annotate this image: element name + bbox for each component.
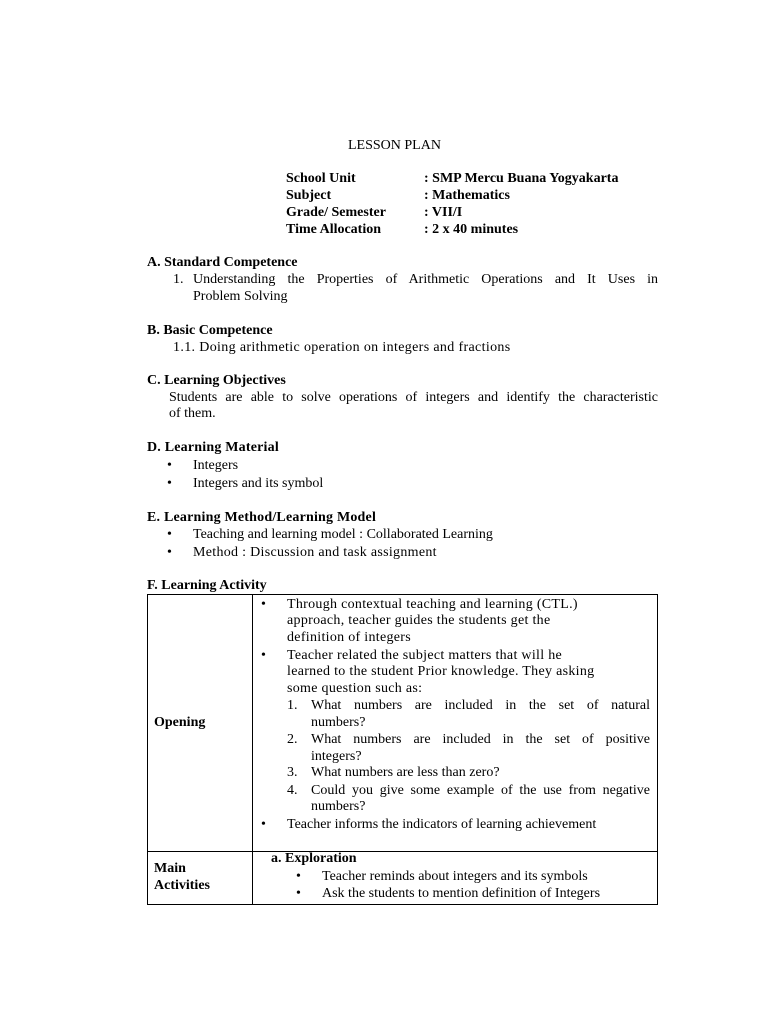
main-activities-label-line1: Main (154, 861, 186, 876)
section-a-heading: A. Standard Competence (147, 255, 298, 270)
info-value-time: : 2 x 40 minutes (424, 222, 519, 237)
info-label-subject: Subject (286, 188, 332, 203)
section-e-item: • Method : Discussion and task assignment (193, 545, 437, 561)
info-value-subject: : Mathematics (424, 188, 510, 203)
info-label-grade: Grade/ Semester (286, 205, 386, 220)
opening-bullet-2-line1: • Teacher related the subject matters that will he (287, 648, 562, 664)
question-line2: integers? (311, 749, 362, 764)
question-number: 3. (287, 765, 298, 780)
section-a-item-line1: Understanding the Properties of Arithmetic Operations and It Uses in (193, 272, 658, 287)
table-row-divider (147, 851, 658, 852)
question-line1: Could you give some example of the use from negative (311, 783, 650, 798)
question-line1: What numbers are included in the set of positive (311, 732, 650, 747)
question-number: 2. (287, 732, 298, 747)
opening-bullet-1-line2: approach, teacher guides the students get the (287, 613, 551, 628)
info-value-grade: : VII/I (424, 205, 463, 220)
exploration-item: • Teacher reminds about integers and its symbols (322, 869, 588, 885)
section-a-item-number: 1. (173, 272, 184, 287)
section-b-item: 1.1. Doing arithmetic operation on integers and fractions (173, 340, 511, 355)
section-e-heading: E. Learning Method/Learning Model (147, 510, 377, 525)
info-label-time: Time Allocation (286, 222, 382, 237)
section-e-item: • Teaching and learning model : Collaborated Learning (193, 527, 493, 543)
question-line2: numbers? (311, 715, 366, 730)
opening-bullet-1-line1: • Through contextual teaching and learning (CTL.) (287, 597, 578, 613)
section-d-item: • Integers (193, 458, 238, 474)
section-c-line1: Students are able to solve operations of integers and identify the characteristic (169, 390, 658, 405)
opening-bullet-3: • Teacher informs the indicators of learning achievement (287, 817, 596, 833)
opening-bullet-2-line2: learned to the student Prior knowledge. They asking (287, 664, 595, 679)
table-column-divider (252, 594, 253, 905)
exploration-heading: a. Exploration (271, 851, 357, 866)
section-c-line2: of them. (169, 406, 216, 421)
section-f-heading: F. Learning Activity (147, 578, 267, 593)
info-value-school-unit: : SMP Mercu Buana Yogyakarta (424, 171, 619, 186)
section-b-heading: B. Basic Competence (147, 323, 273, 338)
opening-label: Opening (154, 715, 206, 730)
section-d-heading: D. Learning Material (147, 440, 279, 455)
section-c-heading: C. Learning Objectives (147, 373, 286, 388)
opening-bullet-2-line3: some question such as: (287, 681, 423, 696)
exploration-item: • Ask the students to mention definition of Integers (322, 886, 600, 902)
document-title: LESSON PLAN (348, 138, 441, 153)
question-number: 1. (287, 698, 298, 713)
info-label-school-unit: School Unit (286, 171, 356, 186)
question-line1: What numbers are less than zero? (311, 765, 500, 780)
question-line2: numbers? (311, 799, 366, 814)
question-line1: What numbers are included in the set of natural (311, 698, 650, 713)
main-activities-label-line2: Activities (154, 878, 210, 893)
question-number: 4. (287, 783, 298, 798)
section-a-item-line2: Problem Solving (193, 289, 288, 304)
opening-bullet-1-line3: definition of integers (287, 630, 412, 645)
section-d-item: • Integers and its symbol (193, 476, 323, 492)
